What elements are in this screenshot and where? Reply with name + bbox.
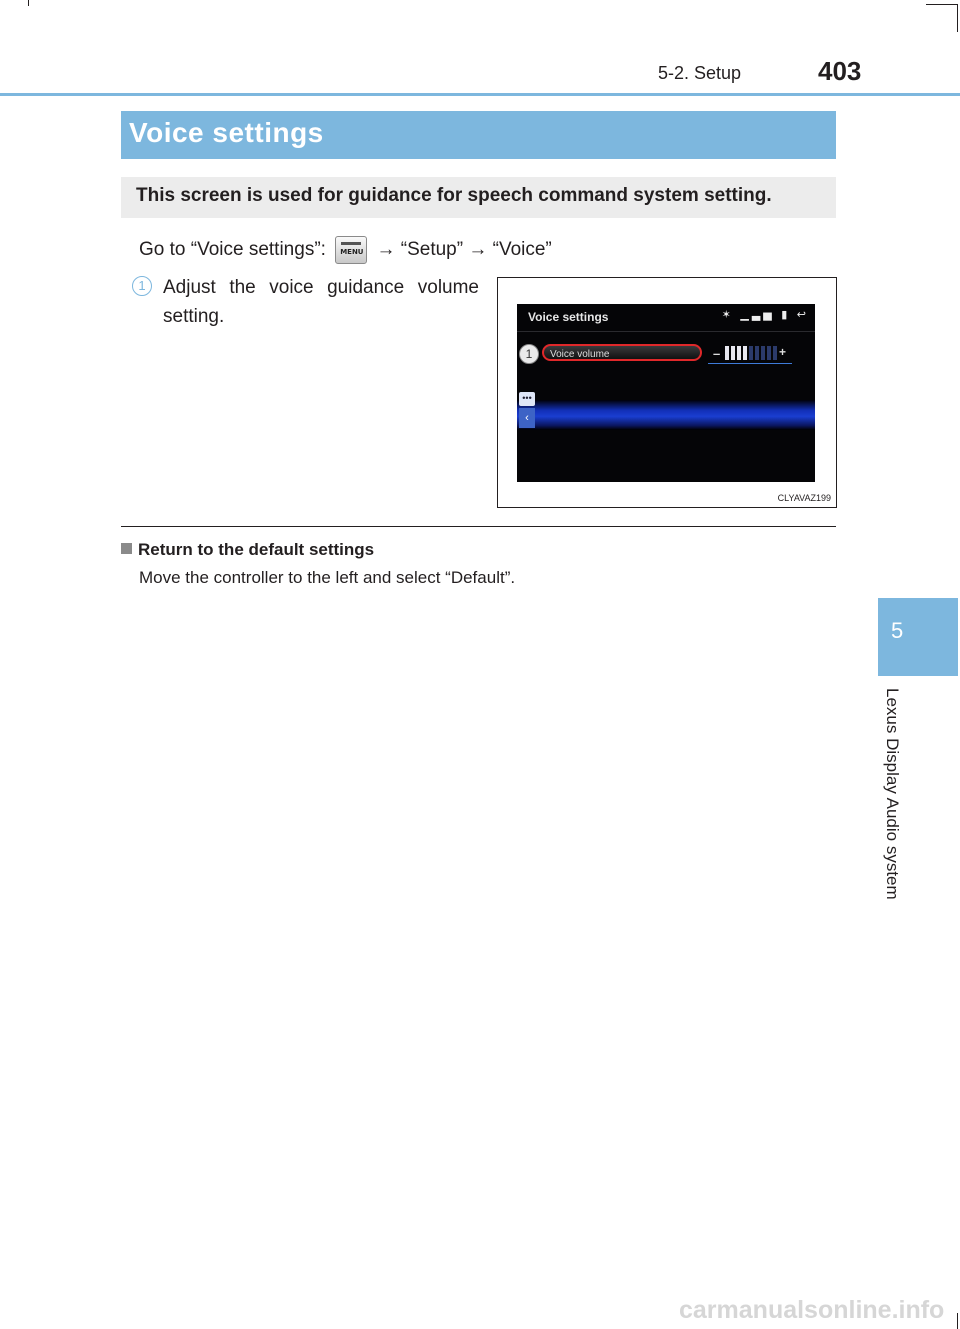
volume-bar [731,346,735,360]
menu-button-label: MENU [340,248,364,256]
status-icons: ✶ ▁▃▅ ▮ ↩ [721,308,809,321]
volume-bar [737,346,741,360]
screenshot-figure [497,277,837,508]
navigation-instruction [139,236,552,264]
volume-bar [725,346,729,360]
volume-bar [743,346,747,360]
section-rule [121,526,836,527]
page-title: Voice settings [129,117,324,148]
lead-box [121,177,836,218]
volume-plus-button[interactable]: + [779,345,787,359]
note-heading-text: Return to the default settings [138,540,375,559]
watermark: carmanualsonline.info [679,1296,945,1324]
volume-bar [755,346,759,360]
chapter-number: 5 [891,618,904,643]
screen-divider [517,331,815,332]
step-text: Adjust the voice guidance volume setting. [163,277,479,327]
title-bar [121,111,836,159]
header-divider [0,93,960,96]
chapter-tab [878,598,958,676]
back-button[interactable]: ‹ [519,408,535,428]
crop-mark [926,4,958,5]
volume-bar [749,346,753,360]
menu-button-icon [335,236,367,264]
voice-volume-item[interactable]: Voice volume [542,344,702,361]
display-screen [517,304,815,482]
navigation-prefix: Go to “Voice settings”: [139,239,332,261]
volume-bar [773,346,777,360]
figure-code: CLYAVAZ199 [777,493,831,503]
volume-underline [708,363,792,364]
highlight-glow [517,400,815,430]
navigation-suffix: → “Setup” → “Voice” [371,239,552,261]
screen-title: Voice settings [528,310,609,324]
page-number: 403 [818,56,862,86]
note-heading [121,540,374,560]
crop-mark [957,4,958,32]
volume-bar [761,346,765,360]
side-buttons [519,392,535,432]
section-label: 5-2. Setup [658,63,742,83]
square-bullet-icon [121,543,132,554]
volume-minus-button[interactable]: – [713,346,721,361]
crop-mark [28,0,29,6]
lead-text: This screen is used for guidance for speech command system setting. [136,185,772,206]
volume-bar [767,346,771,360]
step-number: 1 [132,276,152,296]
chapter-title: Lexus Display Audio system [883,688,902,900]
options-button[interactable]: ••• [519,392,535,406]
note-body: Move the controller to the left and select “Default”. [139,568,516,587]
callout-number: 1 [519,344,539,364]
crop-mark [957,1313,958,1329]
